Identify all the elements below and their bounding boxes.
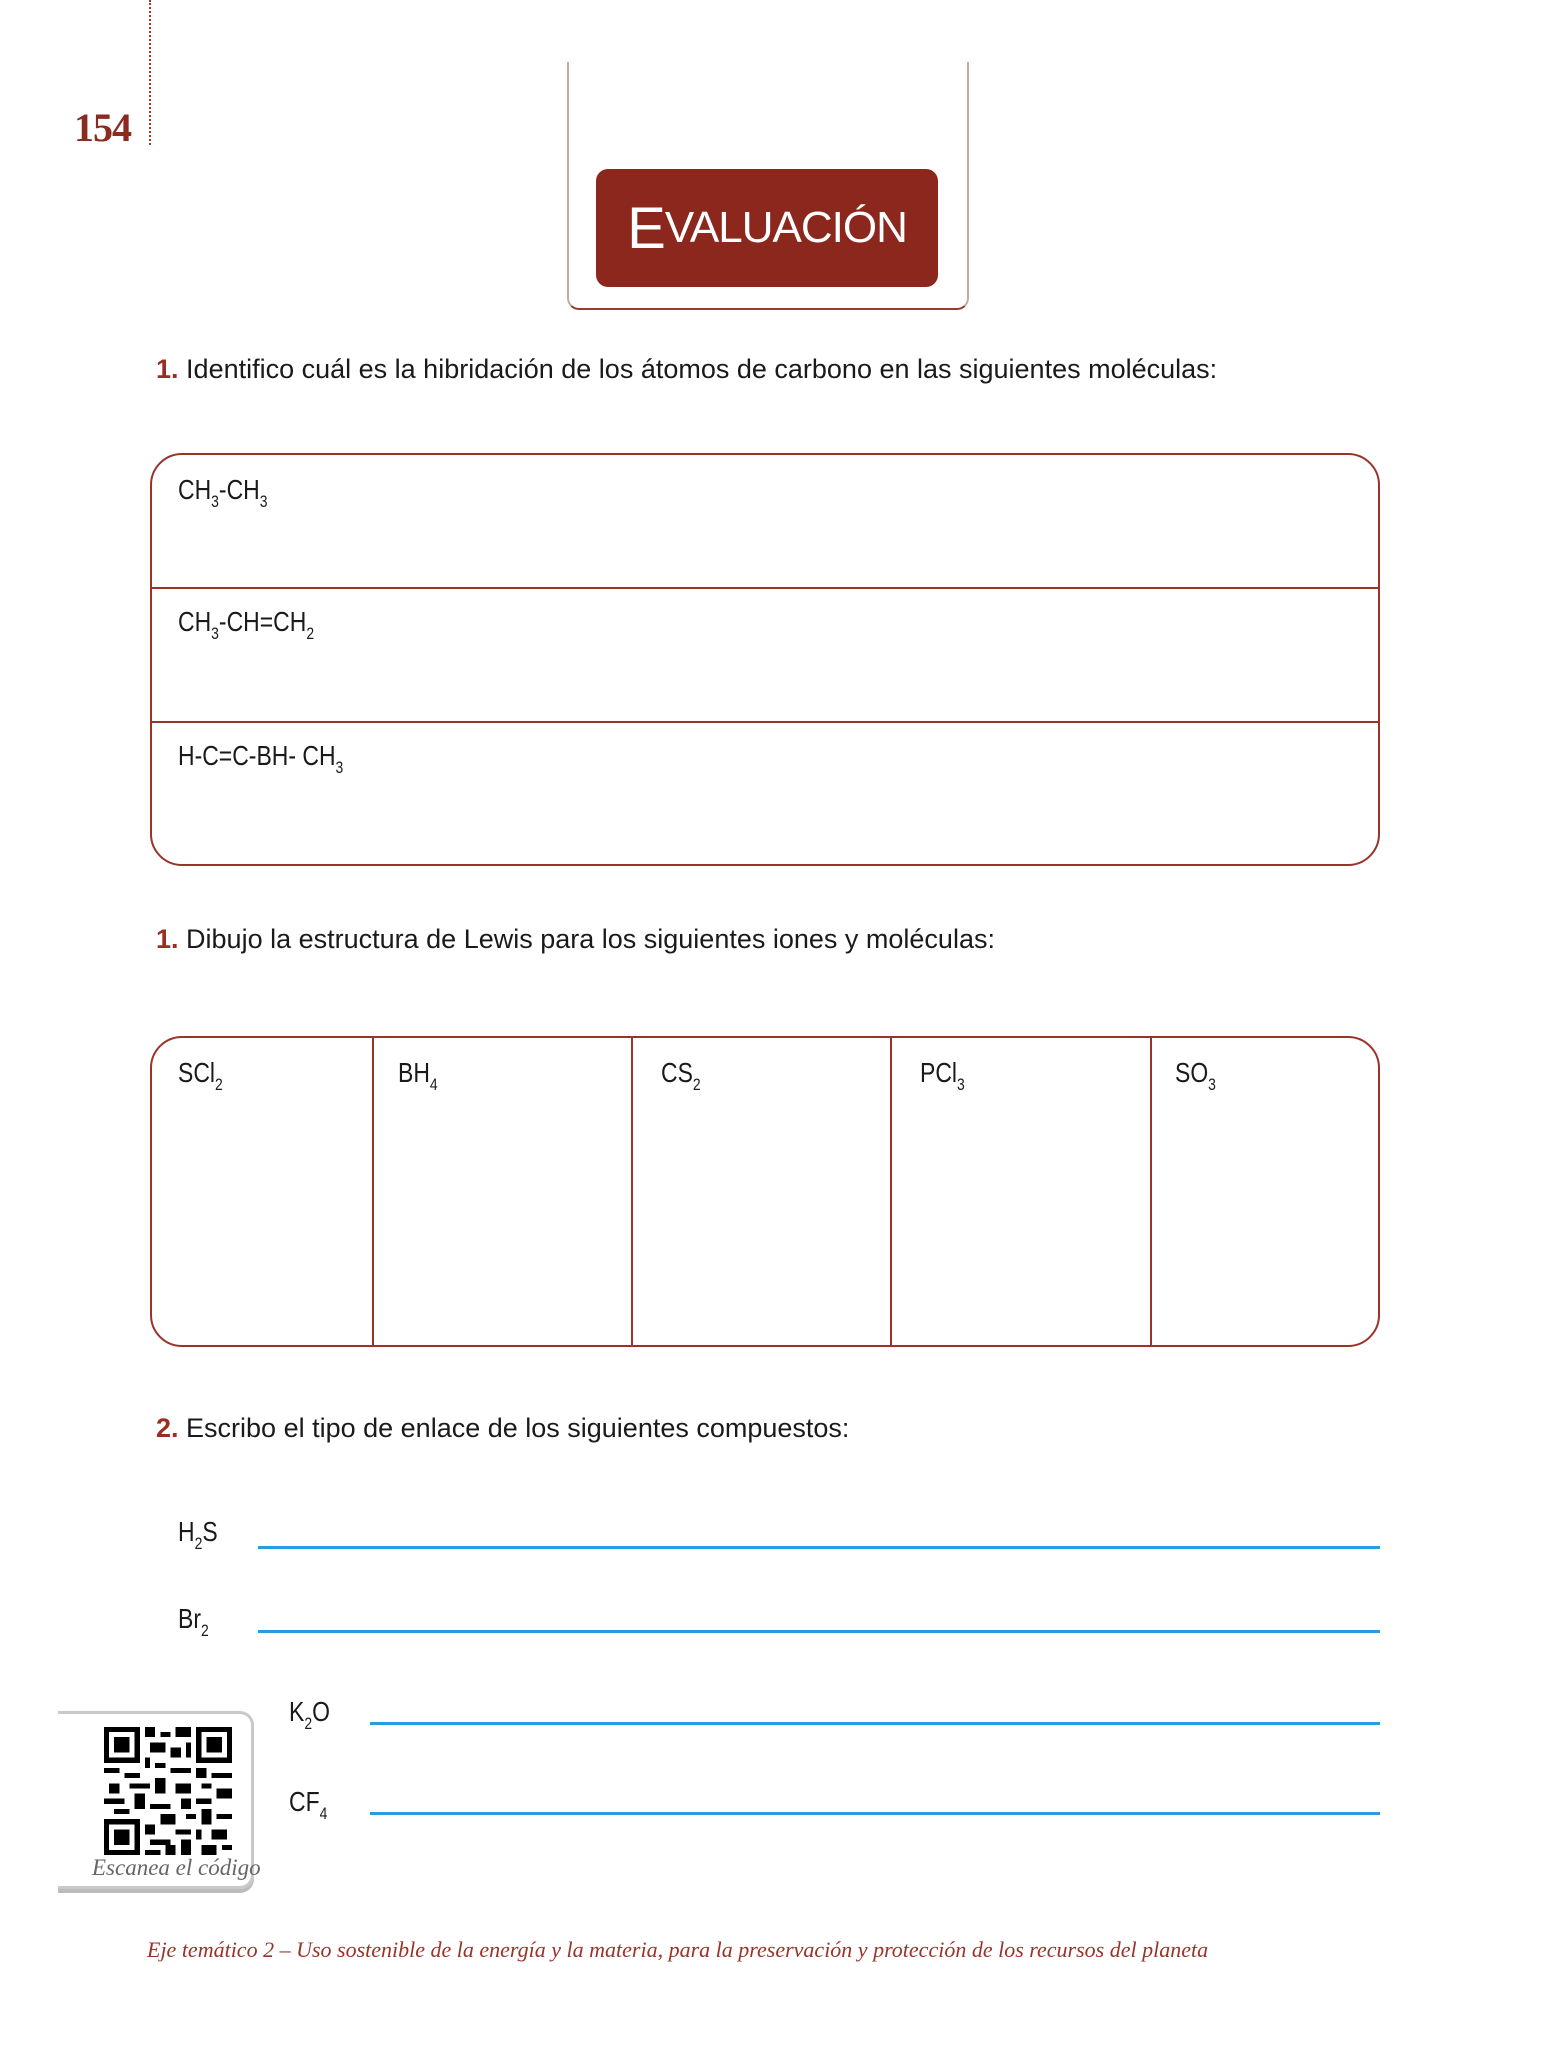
question-text: Dibujo la estructura de Lewis para los siguientes iones y moléculas: [186, 924, 995, 954]
answer-line-k2o[interactable] [370, 1722, 1380, 1725]
lewis-cell-bh4: $BH_4$ [398, 1057, 438, 1094]
page-title [596, 169, 938, 287]
row-divider [151, 721, 1379, 723]
title-rest: VALUACIÓN [664, 203, 907, 252]
question-3 [156, 1413, 849, 1444]
question-number: 1. [156, 924, 179, 954]
column-divider [890, 1037, 892, 1346]
column-divider [1150, 1037, 1152, 1346]
molecule-ethane: $CH_3-CH_3$ [178, 474, 268, 511]
answer-line-h2s[interactable] [258, 1546, 1380, 1549]
question-1 [156, 354, 1217, 385]
column-divider [372, 1037, 374, 1346]
question-2 [156, 924, 995, 955]
molecule-propene: $CH_3-CH=CH_2$ [178, 606, 315, 643]
compound-br2: $Br_2$ [178, 1603, 209, 1640]
compound-h2s: $H_2S$ [178, 1516, 218, 1553]
compound-cf4: $CF_4$ [289, 1786, 328, 1823]
question-text: Escribo el tipo de enlace de los siguientes compuestos: [186, 1413, 850, 1443]
title-initial: E [627, 195, 665, 261]
question-text: Identifico cuál es la hibridación de los átomos de carbono en las siguientes moléculas: [186, 354, 1218, 384]
lewis-cell-cs2: $CS_2$ [661, 1057, 701, 1094]
column-divider [631, 1037, 633, 1346]
footer-thematic-axis: Eje temático 2 – Uso sostenible de la energía y la materia, para la preservación y protección de los recursos del planeta [147, 1937, 1209, 1962]
question-number: 1. [156, 354, 179, 384]
page-number: 154 [74, 105, 131, 150]
compound-k2o: $K_2O$ [289, 1696, 330, 1733]
margin-dotted-line [149, 0, 151, 145]
qr-code-icon[interactable] [104, 1727, 232, 1855]
qr-caption: Escanea el código [92, 1855, 261, 1880]
molecule-3: H-C=C-BH- $CH_3$ [178, 740, 344, 777]
row-divider [151, 587, 1379, 589]
lewis-cell-scl2: SCl$_2$ [178, 1057, 223, 1094]
answer-line-br2[interactable] [258, 1630, 1380, 1633]
answer-line-cf4[interactable] [370, 1812, 1380, 1815]
hybridization-table [150, 453, 1380, 866]
question-number: 2. [156, 1413, 179, 1443]
lewis-cell-so3: $SO_3$ [1175, 1057, 1216, 1094]
lewis-cell-pcl3: PCl$_3$ [920, 1057, 965, 1094]
